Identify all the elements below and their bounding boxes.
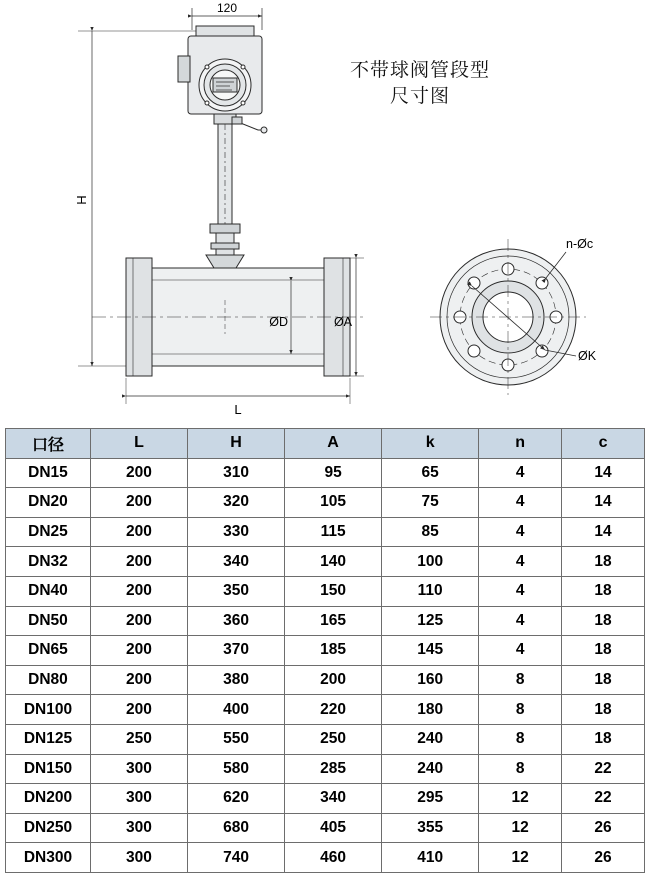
- table-cell: 300: [90, 813, 187, 843]
- table-cell: 200: [90, 606, 187, 636]
- drawing-title-line-1: 不带球阀管段型: [349, 60, 490, 81]
- table-cell: 8: [479, 724, 562, 754]
- table-cell: 65: [382, 458, 479, 488]
- table-cell: 300: [90, 754, 187, 784]
- table-cell: 320: [187, 488, 284, 518]
- table-cell: 240: [382, 754, 479, 784]
- table-cell: 110: [382, 576, 479, 606]
- table-cell: 355: [382, 813, 479, 843]
- table-cell: 4: [479, 606, 562, 636]
- table-row: [6, 665, 645, 695]
- table-cell: 140: [285, 547, 382, 577]
- table-header-cell: k: [382, 429, 479, 459]
- table-cell: 4: [479, 488, 562, 518]
- table-cell: 380: [187, 665, 284, 695]
- table-cell: 250: [90, 724, 187, 754]
- table-cell-nominal-size: DN80: [6, 665, 91, 695]
- table-cell: 295: [382, 784, 479, 814]
- table-cell: 4: [479, 547, 562, 577]
- table-cell: 740: [187, 843, 284, 873]
- table-cell-nominal-size: DN15: [6, 458, 91, 488]
- table-header-cell: c: [562, 429, 645, 459]
- table-cell: 95: [285, 458, 382, 488]
- table-cell: 200: [90, 488, 187, 518]
- table-cell-nominal-size: DN250: [6, 813, 91, 843]
- table-cell: 200: [90, 547, 187, 577]
- table-cell: 100: [382, 547, 479, 577]
- table-cell-nominal-size: DN150: [6, 754, 91, 784]
- label-circle-k: ØK: [578, 349, 597, 363]
- table-cell: 200: [285, 665, 382, 695]
- table-cell: 125: [382, 606, 479, 636]
- dimension-table: [5, 428, 645, 873]
- table-cell-nominal-size: DN65: [6, 636, 91, 666]
- table-cell: 200: [90, 695, 187, 725]
- drawing-title: [300, 58, 540, 110]
- table-cell: 300: [90, 843, 187, 873]
- table-cell: 460: [285, 843, 382, 873]
- table-cell: 200: [90, 636, 187, 666]
- table-cell-nominal-size: DN125: [6, 724, 91, 754]
- table-cell: 14: [562, 458, 645, 488]
- table-cell: 620: [187, 784, 284, 814]
- table-row: [6, 695, 645, 725]
- table-row: [6, 724, 645, 754]
- label-diameter-d: ØD: [269, 315, 288, 329]
- table-cell: 250: [285, 724, 382, 754]
- table-row: [6, 813, 645, 843]
- table-header-row: [6, 429, 645, 459]
- table-cell-nominal-size: DN20: [6, 488, 91, 518]
- label-length-l: L: [234, 402, 242, 417]
- table-row: [6, 843, 645, 873]
- table-cell: 18: [562, 724, 645, 754]
- table-cell: 285: [285, 754, 382, 784]
- table-cell: 105: [285, 488, 382, 518]
- table-cell: 4: [479, 636, 562, 666]
- table-cell: 22: [562, 784, 645, 814]
- table-cell: 310: [187, 458, 284, 488]
- table-cell: 220: [285, 695, 382, 725]
- table-cell: 200: [90, 517, 187, 547]
- table-cell: 26: [562, 813, 645, 843]
- dimension-drawing: [0, 0, 650, 425]
- table-cell: 580: [187, 754, 284, 784]
- table-cell: 85: [382, 517, 479, 547]
- table-cell: 12: [479, 784, 562, 814]
- table-cell: 165: [285, 606, 382, 636]
- table-cell: 14: [562, 488, 645, 518]
- table-cell: 22: [562, 754, 645, 784]
- label-top-width: 120: [216, 1, 238, 15]
- table-cell: 200: [90, 665, 187, 695]
- table-cell: 8: [479, 754, 562, 784]
- table-cell: 340: [187, 547, 284, 577]
- table-cell: 75: [382, 488, 479, 518]
- table-cell-nominal-size: DN40: [6, 576, 91, 606]
- table-cell: 18: [562, 636, 645, 666]
- table-row: [6, 606, 645, 636]
- table-cell: 18: [562, 695, 645, 725]
- table-cell-nominal-size: DN100: [6, 695, 91, 725]
- table-header-cell: 口径: [6, 429, 91, 459]
- table-cell: 18: [562, 547, 645, 577]
- table-header-cell: L: [90, 429, 187, 459]
- table-cell: 14: [562, 517, 645, 547]
- table-cell: 405: [285, 813, 382, 843]
- table-cell: 12: [479, 813, 562, 843]
- table-cell: 370: [187, 636, 284, 666]
- table-row: [6, 458, 645, 488]
- table-header-cell: H: [187, 429, 284, 459]
- table-cell: 680: [187, 813, 284, 843]
- table-cell: 550: [187, 724, 284, 754]
- table-row: [6, 754, 645, 784]
- table-cell: 360: [187, 606, 284, 636]
- table-cell-nominal-size: DN50: [6, 606, 91, 636]
- table-cell: 185: [285, 636, 382, 666]
- table-row: [6, 488, 645, 518]
- label-height-h: H: [74, 195, 89, 205]
- table-cell: 200: [90, 576, 187, 606]
- table-cell: 145: [382, 636, 479, 666]
- table-header-cell: A: [285, 429, 382, 459]
- table-row: [6, 517, 645, 547]
- table-row: [6, 784, 645, 814]
- table-cell-nominal-size: DN200: [6, 784, 91, 814]
- label-bolt-holes: n-Øc: [566, 237, 594, 251]
- table-body: [6, 458, 645, 872]
- table-cell-nominal-size: DN300: [6, 843, 91, 873]
- table-cell: 340: [285, 784, 382, 814]
- label-diameter-a: ØA: [333, 315, 352, 329]
- table-row: [6, 636, 645, 666]
- table-row: [6, 576, 645, 606]
- table-cell: 150: [285, 576, 382, 606]
- table-cell: 8: [479, 695, 562, 725]
- table-cell-nominal-size: DN32: [6, 547, 91, 577]
- table-cell: 18: [562, 665, 645, 695]
- table-cell: 4: [479, 576, 562, 606]
- table-header-cell: n: [479, 429, 562, 459]
- table-row: [6, 547, 645, 577]
- table-cell: 330: [187, 517, 284, 547]
- table-cell: 4: [479, 517, 562, 547]
- table-cell: 350: [187, 576, 284, 606]
- table-cell: 12: [479, 843, 562, 873]
- table-cell: 300: [90, 784, 187, 814]
- drawing-title-line-2: 尺寸图: [389, 86, 450, 107]
- table-cell: 180: [382, 695, 479, 725]
- table-cell: 18: [562, 576, 645, 606]
- table-cell-nominal-size: DN25: [6, 517, 91, 547]
- table-cell: 4: [479, 458, 562, 488]
- table-cell: 115: [285, 517, 382, 547]
- dimension-table-wrap: [5, 428, 645, 873]
- table-cell: 400: [187, 695, 284, 725]
- table-cell: 200: [90, 458, 187, 488]
- table-cell: 410: [382, 843, 479, 873]
- table-cell: 8: [479, 665, 562, 695]
- table-cell: 18: [562, 606, 645, 636]
- table-cell: 26: [562, 843, 645, 873]
- table-cell: 240: [382, 724, 479, 754]
- table-cell: 160: [382, 665, 479, 695]
